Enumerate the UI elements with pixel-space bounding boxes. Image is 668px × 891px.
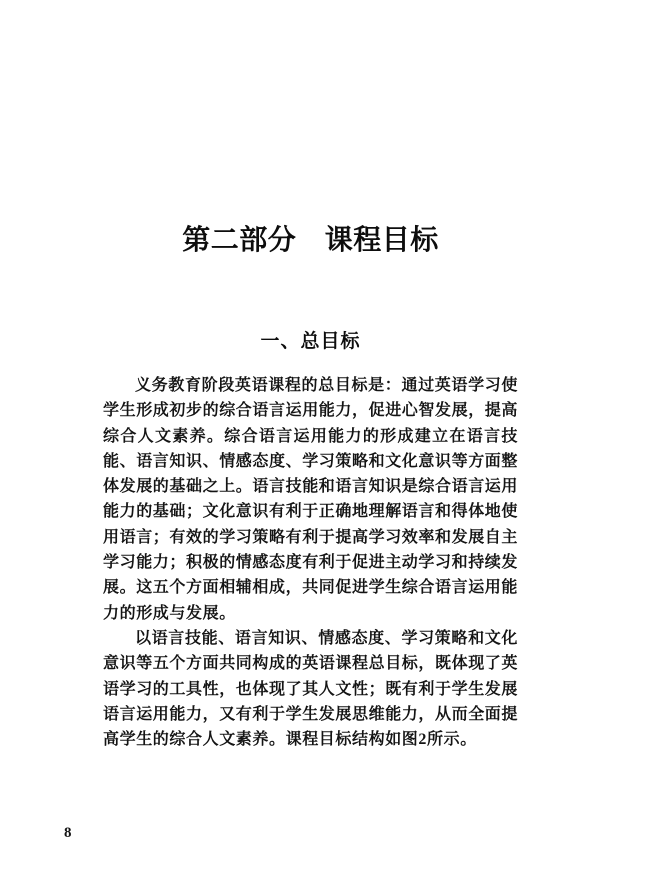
- section-title: 一、总目标: [260, 331, 361, 352]
- page-number: 8: [64, 825, 72, 841]
- paragraph-goal-structure: 以语言技能、语言知识、情感态度、学习策略和文化意识等五个方面共同构成的英语课程总目标，既体现了英语学习的工具性，也体现了其人文性；既有利于学生发展语言运用能力，又有利于学生发展思维能力，从而全面提高学生的综合人文素养。课程目标结构如图2所示。: [103, 629, 519, 749]
- part-title: 第二部分 课程目标: [182, 224, 439, 255]
- paragraph-overall-goal: 义务教育阶段英语课程的总目标是：通过英语学习使学生形成初步的综合语言运用能力，促进心智发展，提高综合人文素养。综合语言运用能力的形成建立在语言技能、语言知识、情感态度、学习策略和文化意识等方面整体发展的基础之上。语言技能和语言知识是综合语言运用能力的基础；文化意识有利于正确地理解语言和得体地使用语言；有效的学习策略有利于提高学习效率和发展自主学习能力；积极的情感态度有利于促进主动学习和持续发展。这五个方面相辅相成，共同促进学生综合语言运用能力的形成与发展。: [103, 377, 519, 622]
- body-text: [103, 373, 518, 752]
